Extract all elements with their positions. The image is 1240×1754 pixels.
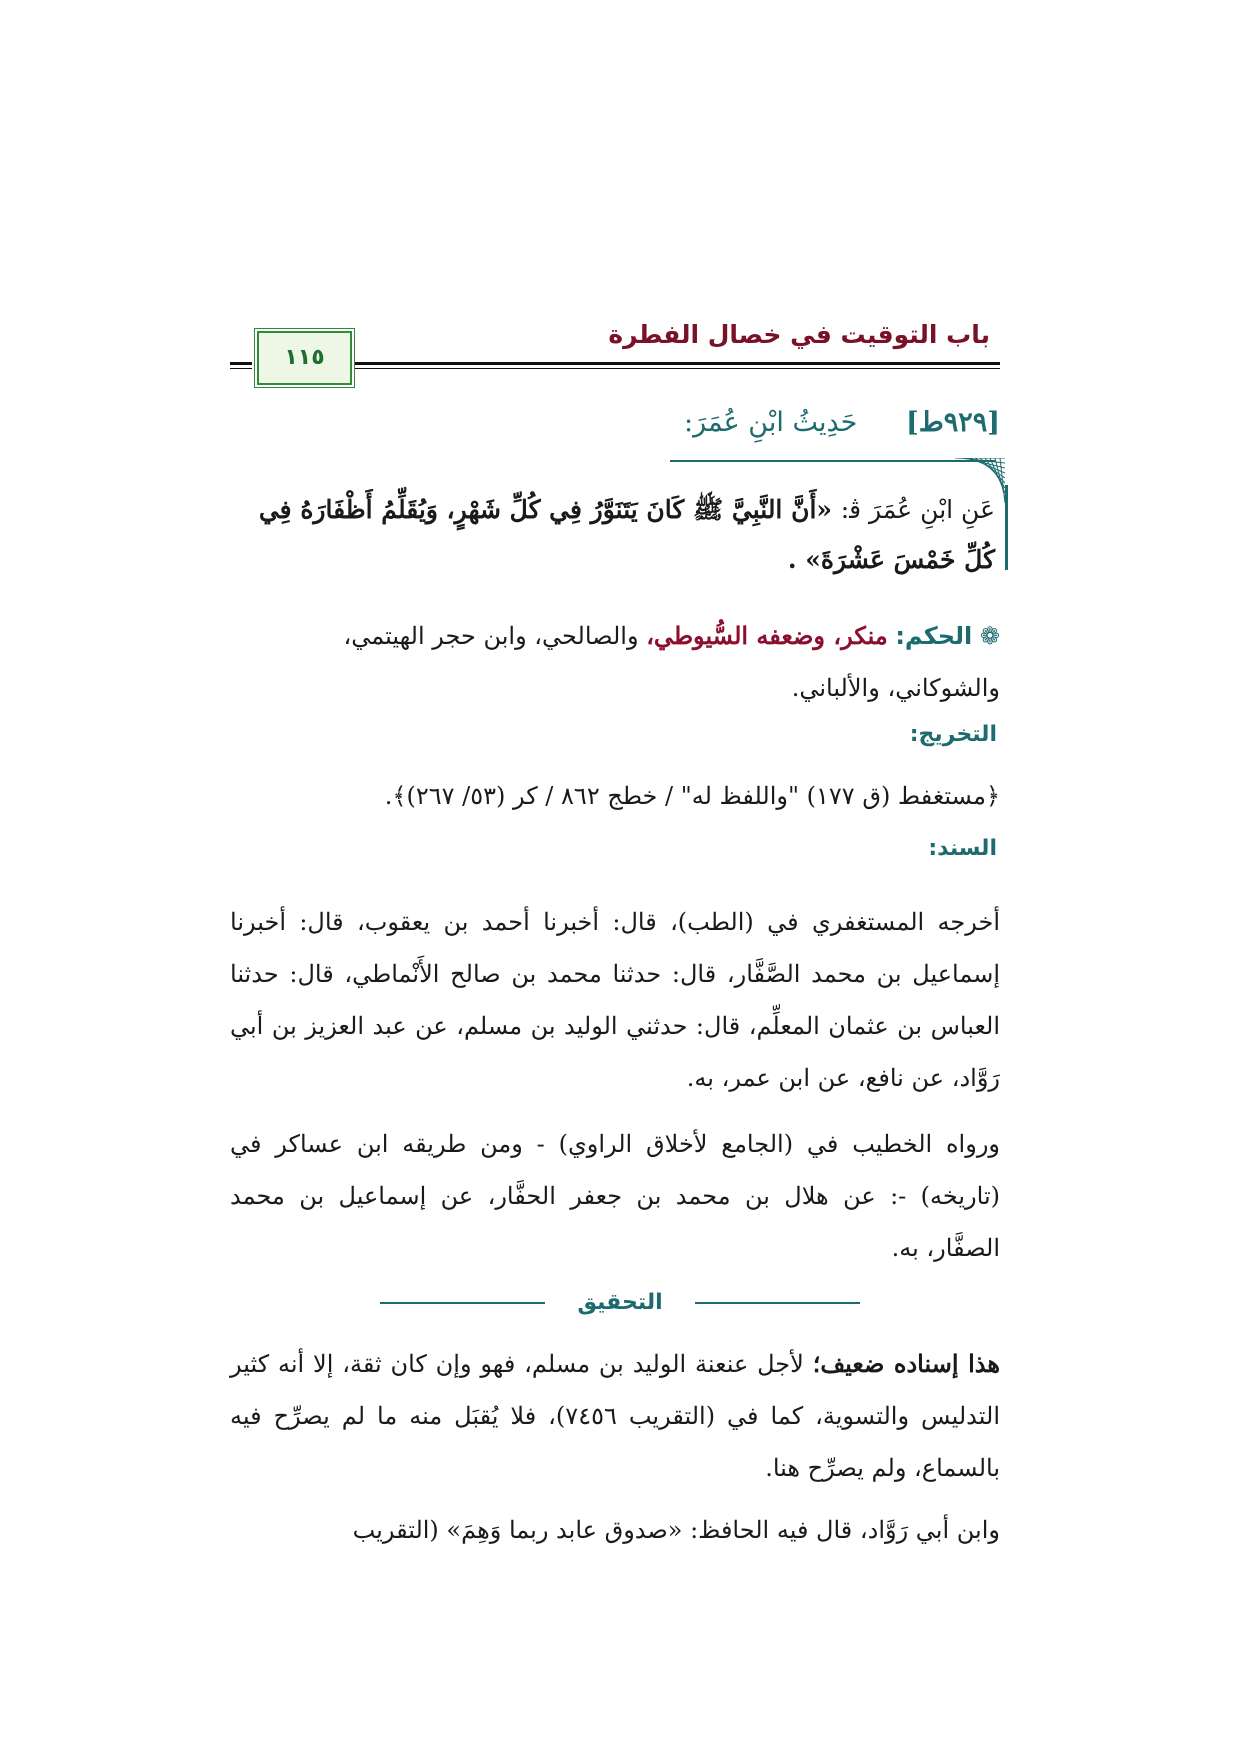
tahqiq-lead: هذا إسناده ضعيف؛	[812, 1349, 1000, 1378]
flower-bullet-icon: ❁	[979, 622, 1000, 650]
page-number-frame	[257, 331, 352, 385]
hadith-number: [٩٢٩ط]	[905, 407, 1000, 438]
tahqiq-label: التحقيق	[577, 1290, 663, 1315]
tahqiq-divider	[380, 1288, 860, 1318]
hadith-sideline	[1005, 485, 1008, 570]
hadith-matn: «أَنَّ النَّبِيَّ ﷺ كَانَ يَتَنَوَّرُ فِي كُلِّ شَهْرٍ، وَيُقَلِّمُ أَظْفَارَهُ فِي كُلِّ خَمْسَ عَشْرَةَ» .	[258, 495, 995, 574]
ruling-rest: والصالحي، وابن حجر الهيتمي، والشوكاني، والألباني.	[343, 622, 1000, 702]
hadith-text-block	[235, 485, 995, 585]
ruling-block	[230, 610, 1000, 714]
sanad-paragraph-1: أخرجه المستغفري في (الطب)، قال: أخبرنا أحمد بن يعقوب، قال: أخبرنا إسماعيل بن محمد الصَّفَّار، قال: حدثنا محمد بن صالح الأَنْماطي، قال: حدثنا العباس بن عثمان المعلِّم، قال: حدثني الوليد بن مسلم، عن عبد العزيز بن أبي رَوَّاد، عن نافع، عن ابن عمر، به.	[230, 908, 1001, 1092]
ruling-label: الحكم:	[895, 622, 973, 650]
header-rule	[354, 362, 1000, 365]
header-rule-left-thin	[230, 368, 252, 369]
header-rule-left	[230, 362, 252, 365]
tahqiq-text-1: لأجل عنعنة الوليد بن مسلم، فهو وإن كان ثقة، إلا أنه كثير التدليس والتسوية، كما في (التقريب ٧٤٥٦)، فلا يُقبَل منه ما لم يصرِّح فيه بالسماع، ولم يصرِّح هنا.	[230, 1350, 1000, 1482]
heading-underline	[670, 460, 995, 462]
page-number: ١١٥	[284, 345, 325, 370]
takhrij-reference: ﴿مستغفط (ق ١٧٧) "واللفظ له" / خطج ٨٦٢ / كر (٥٣/ ٢٦٧)﴾.	[384, 782, 1000, 810]
tahqiq-paragraph-2: وابن أبي رَوَّاد، قال فيه الحافظ: «صدوق عابد ربما وَهِمَ» (التقريب	[352, 1516, 1000, 1544]
header-rule-thin	[354, 368, 1000, 369]
hadith-heading	[300, 398, 1000, 448]
sanad-paragraph-2: ورواه الخطيب في (الجامع لأخلاق الراوي) - ومن طريقه ابن عساكر في (تاريخه) -: عن هلال بن محمد بن جعفر الحفَّار، عن إسماعيل بن محمد الصفَّار، به.	[230, 1130, 1000, 1262]
ruling-verdict: منكر، وضعفه السُّيوطي،	[646, 621, 888, 650]
hadith-title: حَدِيثُ ابْنِ عُمَرَ:	[684, 407, 858, 438]
sanad-label: السند:	[928, 836, 997, 861]
divider-line-right	[695, 1302, 860, 1304]
hadith-narrator: عَنِ ابْنِ عُمَرَ ﭬ:	[840, 495, 995, 524]
divider-line-left	[380, 1302, 545, 1304]
chapter-title: باب التوقيت في خصال الفطرة	[608, 320, 990, 349]
tahqiq-paragraph-1	[230, 1338, 1000, 1494]
takhrij-label: التخريج:	[909, 722, 997, 747]
